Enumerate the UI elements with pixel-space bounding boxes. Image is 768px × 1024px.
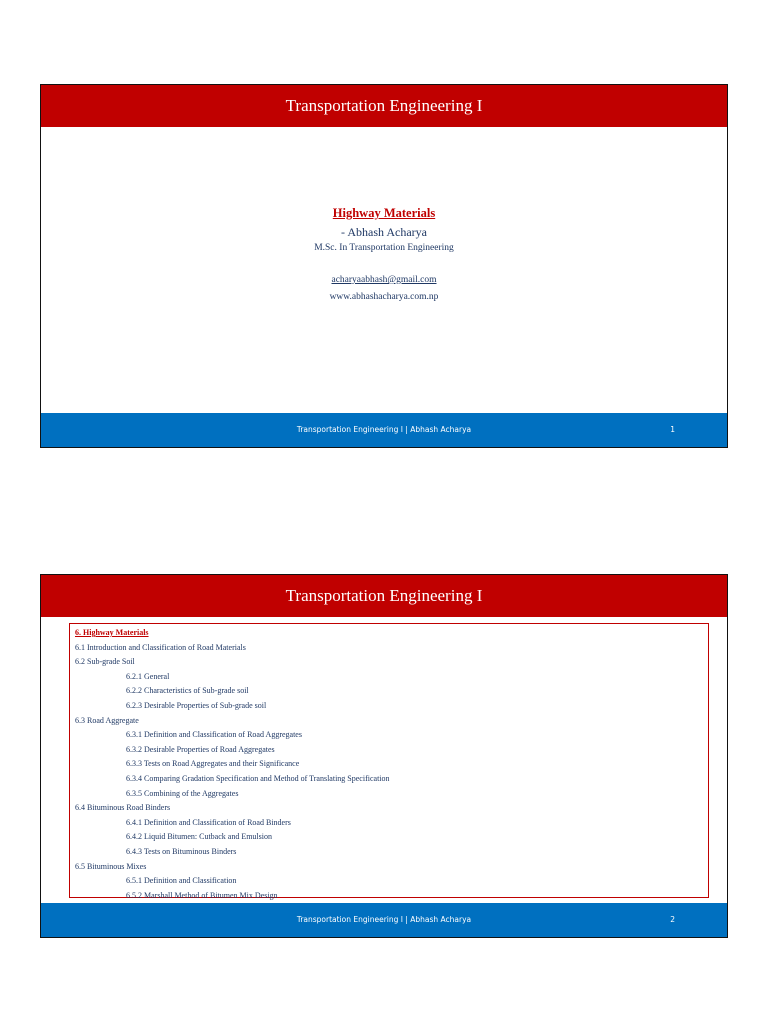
slide-header-title: Transportation Engineering I	[285, 586, 483, 605]
author-degree: M.Sc. In Transportation Engineering	[314, 243, 454, 253]
toc-subsection-item: 6.3.4 Comparing Gradation Specification and Method of Translating Specification	[126, 773, 390, 783]
toc-subsection-item: 6.3.2 Desirable Properties of Road Aggregates	[126, 744, 275, 754]
slide-header	[41, 85, 727, 127]
toc-subsection-item: 6.3.1 Definition and Classification of Road Aggregates	[126, 730, 302, 740]
toc-subsection-item: 6.5.1 Definition and Classification	[126, 876, 237, 886]
toc-subsection-item: 6.4.3 Tests on Bituminous Binders	[126, 846, 237, 856]
author-name: - Abhash Acharya	[341, 225, 427, 239]
title-slide-body	[41, 205, 727, 304]
toc-subsection-item: 6.5.2 Marshall Method of Bitumen Mix Design	[126, 890, 278, 900]
toc-section-item: 6.1 Introduction and Classification of Road Materials	[75, 642, 246, 652]
contents-slide	[40, 574, 728, 938]
slide-header-title: Transportation Engineering I	[285, 96, 483, 115]
slide-footer	[41, 413, 727, 447]
title-slide	[40, 84, 728, 448]
toc-subsection-item: 6.4.1 Definition and Classification of Road Binders	[126, 817, 291, 827]
toc-section-item: 6.2 Sub-grade Soil	[75, 657, 135, 667]
author-email-link[interactable]: acharyaabhash@gmail.com	[331, 275, 437, 285]
toc-section-item: 6.5 Bituminous Mixes	[75, 861, 147, 871]
page-number: 1	[670, 425, 675, 434]
page-number: 2	[670, 915, 675, 924]
slide-header	[41, 575, 727, 617]
table-of-contents	[69, 623, 709, 898]
toc-subsection-item: 6.4.2 Liquid Bitumen: Cutback and Emulsion	[126, 832, 272, 842]
toc-subsection-item: 6.3.5 Combining of the Aggregates	[126, 788, 239, 798]
footer-text: Transportation Engineering I | Abhash Acharya	[296, 915, 472, 924]
author-website-link[interactable]: www.abhashacharya.com.np	[329, 292, 439, 302]
toc-section-item: 6.3 Road Aggregate	[75, 715, 139, 725]
deck-title: Highway Materials	[332, 206, 436, 220]
slide-footer	[41, 903, 727, 937]
toc-subsection-item: 6.3.3 Tests on Road Aggregates and their Significance	[126, 759, 300, 769]
toc-subsection-item: 6.2.3 Desirable Properties of Sub-grade soil	[126, 700, 267, 710]
toc-subsection-item: 6.2.1 General	[126, 671, 170, 681]
toc-heading: 6. Highway Materials	[75, 628, 149, 637]
footer-text: Transportation Engineering I | Abhash Acharya	[296, 425, 472, 434]
toc-section-item: 6.4 Bituminous Road Binders	[75, 803, 171, 813]
toc-subsection-item: 6.2.2 Characteristics of Sub-grade soil	[126, 686, 249, 696]
toc-list	[70, 641, 708, 904]
